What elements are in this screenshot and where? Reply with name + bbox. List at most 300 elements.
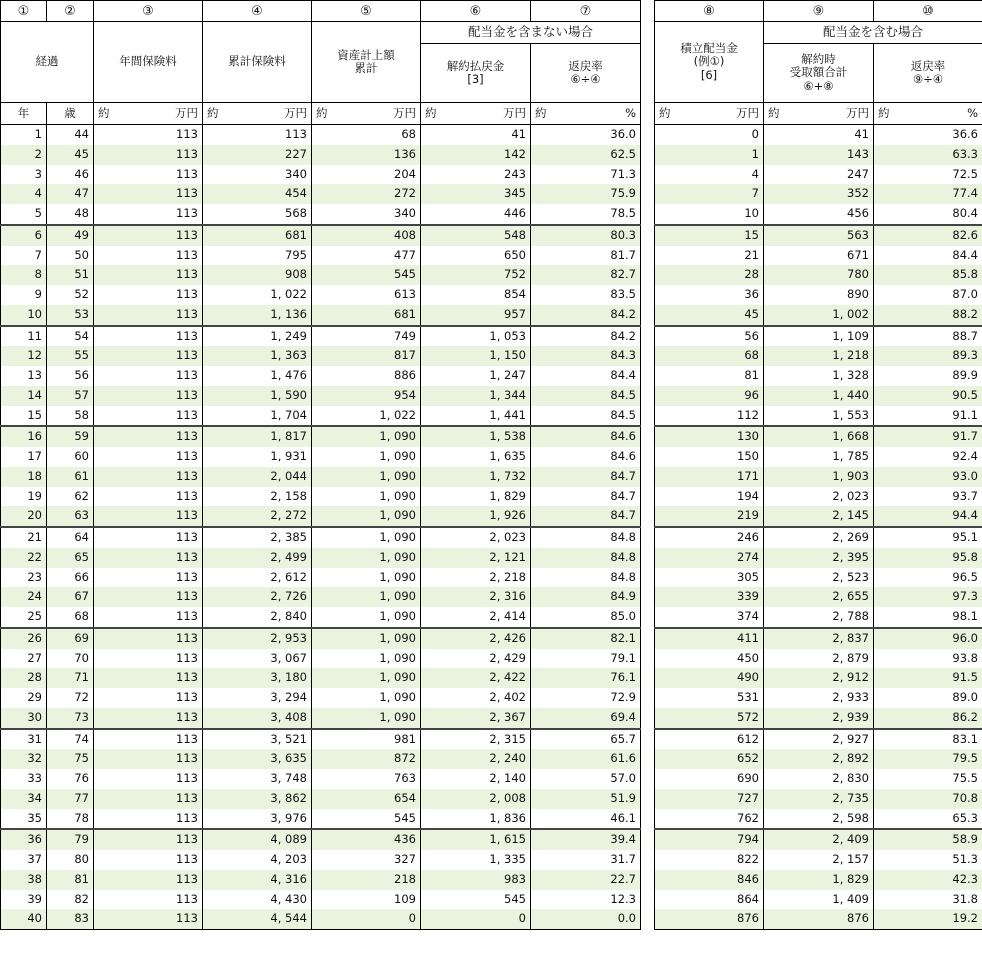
table-row bbox=[1, 789, 641, 809]
table-cell-col7: 84.8 bbox=[531, 527, 641, 548]
table-cell-col2: 82 bbox=[47, 890, 94, 910]
table-cell-col7: 12.3 bbox=[531, 890, 641, 910]
table-cell-col1: 14 bbox=[1, 386, 47, 406]
table-cell-col7: 57.0 bbox=[531, 769, 641, 789]
table-cell-col9: 2, 912 bbox=[764, 668, 874, 688]
table-row bbox=[1, 527, 641, 548]
table-cell-col8: 150 bbox=[655, 447, 764, 467]
table-cell-col9: 2, 927 bbox=[764, 729, 874, 750]
table-cell-col7: 84.2 bbox=[531, 326, 641, 347]
dividend-table bbox=[654, 0, 982, 930]
table-cell-col8: 846 bbox=[655, 870, 764, 890]
table-cell-col7: 84.9 bbox=[531, 587, 641, 607]
table-cell-col8: 864 bbox=[655, 890, 764, 910]
table-cell-col4: 4, 430 bbox=[203, 890, 312, 910]
table-cell-col10: 83.1 bbox=[874, 729, 982, 750]
table-cell-col8: 652 bbox=[655, 749, 764, 769]
table-cell-col5: 817 bbox=[312, 346, 421, 366]
table-cell-col3: 113 bbox=[94, 426, 203, 447]
table-cell-col5: 1, 022 bbox=[312, 406, 421, 427]
table-cell-col3: 113 bbox=[94, 145, 203, 165]
table-cell-col3: 113 bbox=[94, 829, 203, 850]
table-cell-col5: 1, 090 bbox=[312, 527, 421, 548]
table-cell-col10: 91.7 bbox=[874, 426, 982, 447]
table-cell-col8: 822 bbox=[655, 850, 764, 870]
table-cell-col3: 113 bbox=[94, 125, 203, 145]
table-cell-col1: 16 bbox=[1, 426, 47, 447]
table-cell-col5: 545 bbox=[312, 265, 421, 285]
table-cell-col8: 45 bbox=[655, 305, 764, 326]
col-num-8: ⑧ bbox=[655, 1, 764, 22]
table-cell-col8: 450 bbox=[655, 649, 764, 669]
table-row bbox=[1, 447, 641, 467]
header-return-rate-10: 返戻率 ⑨÷④ bbox=[874, 43, 982, 102]
table-cell-col8: 727 bbox=[655, 789, 764, 809]
table-cell-col4: 2, 499 bbox=[203, 548, 312, 568]
table-cell-col6: 1, 344 bbox=[421, 386, 531, 406]
table-cell-col4: 1, 249 bbox=[203, 326, 312, 347]
table-cell-col2: 79 bbox=[47, 829, 94, 850]
table-cell-col7: 31.7 bbox=[531, 850, 641, 870]
table-cell-col1: 30 bbox=[1, 708, 47, 729]
unit-approx: 約 bbox=[207, 105, 219, 120]
table-cell-col9: 2, 023 bbox=[764, 487, 874, 507]
table-row bbox=[1, 145, 641, 165]
table-cell-col3: 113 bbox=[94, 607, 203, 628]
table-cell-col4: 1, 022 bbox=[203, 285, 312, 305]
table-cell-col9: 563 bbox=[764, 225, 874, 246]
table-row bbox=[1, 829, 641, 850]
table-cell-col8: 374 bbox=[655, 607, 764, 628]
table-row bbox=[1, 548, 641, 568]
table-cell-col8: 339 bbox=[655, 587, 764, 607]
table-row bbox=[1, 809, 641, 830]
table-row bbox=[655, 145, 982, 165]
table-cell-col9: 2, 157 bbox=[764, 850, 874, 870]
table-cell-col1: 13 bbox=[1, 366, 47, 386]
table-row bbox=[655, 346, 982, 366]
table-cell-col10: 42.3 bbox=[874, 870, 982, 890]
table-cell-col10: 86.2 bbox=[874, 708, 982, 729]
table-cell-col4: 1, 931 bbox=[203, 447, 312, 467]
table-cell-col6: 2, 218 bbox=[421, 568, 531, 588]
table-cell-col2: 45 bbox=[47, 145, 94, 165]
table-row bbox=[1, 165, 641, 185]
table-cell-col7: 83.5 bbox=[531, 285, 641, 305]
table-cell-col10: 75.5 bbox=[874, 769, 982, 789]
table-cell-col1: 18 bbox=[1, 467, 47, 487]
table-row bbox=[1, 668, 641, 688]
table-cell-col2: 67 bbox=[47, 587, 94, 607]
table-cell-col7: 39.4 bbox=[531, 829, 641, 850]
table-row bbox=[655, 326, 982, 347]
table-cell-col2: 69 bbox=[47, 628, 94, 649]
table-cell-col10: 95.1 bbox=[874, 527, 982, 548]
table-cell-col5: 1, 090 bbox=[312, 628, 421, 649]
table-cell-col10: 88.2 bbox=[874, 305, 982, 326]
table-cell-col6: 545 bbox=[421, 890, 531, 910]
table-row bbox=[655, 426, 982, 447]
table-row bbox=[1, 366, 641, 386]
table-cell-col7: 84.6 bbox=[531, 426, 641, 447]
table-cell-col9: 1, 903 bbox=[764, 467, 874, 487]
table-row bbox=[655, 366, 982, 386]
table-cell-col10: 97.3 bbox=[874, 587, 982, 607]
table-cell-col8: 876 bbox=[655, 909, 764, 929]
table-cell-col9: 1, 328 bbox=[764, 366, 874, 386]
table-row bbox=[655, 688, 982, 708]
table-cell-col4: 1, 704 bbox=[203, 406, 312, 427]
table-row bbox=[655, 527, 982, 548]
table-cell-col7: 84.3 bbox=[531, 346, 641, 366]
table-cell-col6: 2, 426 bbox=[421, 628, 531, 649]
table-row bbox=[655, 607, 982, 628]
table-cell-col10: 91.5 bbox=[874, 668, 982, 688]
table-cell-col7: 84.7 bbox=[531, 467, 641, 487]
table-cell-col7: 61.6 bbox=[531, 749, 641, 769]
table-cell-col3: 113 bbox=[94, 749, 203, 769]
table-cell-col8: 171 bbox=[655, 467, 764, 487]
table-row bbox=[1, 285, 641, 305]
table-cell-col9: 1, 440 bbox=[764, 386, 874, 406]
table-cell-col5: 1, 090 bbox=[312, 548, 421, 568]
table-cell-col5: 749 bbox=[312, 326, 421, 347]
table-cell-col10: 88.7 bbox=[874, 326, 982, 347]
table-row bbox=[1, 386, 641, 406]
unit-man-yen: 万円 bbox=[736, 105, 759, 120]
table-cell-col3: 113 bbox=[94, 890, 203, 910]
table-cell-col3: 113 bbox=[94, 225, 203, 246]
table-cell-col10: 98.1 bbox=[874, 607, 982, 628]
table-cell-col1: 9 bbox=[1, 285, 47, 305]
unit-man-yen: 万円 bbox=[284, 105, 307, 120]
table-cell-col6: 2, 140 bbox=[421, 769, 531, 789]
table-cell-col2: 47 bbox=[47, 184, 94, 204]
table-cell-col9: 1, 829 bbox=[764, 870, 874, 890]
table-row bbox=[655, 668, 982, 688]
table-row bbox=[655, 467, 982, 487]
table-cell-col6: 1, 829 bbox=[421, 487, 531, 507]
table-cell-col10: 89.0 bbox=[874, 688, 982, 708]
table-cell-col4: 2, 272 bbox=[203, 506, 312, 527]
table-row bbox=[1, 587, 641, 607]
unit-percent: % bbox=[625, 105, 636, 120]
table-cell-col8: 0 bbox=[655, 125, 764, 145]
table-cell-col2: 80 bbox=[47, 850, 94, 870]
table-cell-col10: 92.4 bbox=[874, 447, 982, 467]
table-cell-col4: 2, 726 bbox=[203, 587, 312, 607]
table-cell-col1: 25 bbox=[1, 607, 47, 628]
table-row bbox=[1, 749, 641, 769]
table-cell-col3: 113 bbox=[94, 487, 203, 507]
table-cell-col1: 31 bbox=[1, 729, 47, 750]
table-cell-col5: 763 bbox=[312, 769, 421, 789]
table-row bbox=[655, 909, 982, 929]
table-row bbox=[655, 246, 982, 266]
header-return-rate-7: 返戻率 ⑥÷④ bbox=[531, 43, 641, 102]
header-accum-dividend: 積立配当金 (例①) [6] bbox=[655, 22, 764, 103]
table-cell-col2: 81 bbox=[47, 870, 94, 890]
header-no-dividend: 配当金を含まない場合 bbox=[421, 22, 641, 44]
col-num-7: ⑦ bbox=[531, 1, 641, 22]
table-cell-col6: 2, 402 bbox=[421, 688, 531, 708]
table-cell-col3: 113 bbox=[94, 870, 203, 890]
table-cell-col3: 113 bbox=[94, 548, 203, 568]
table-cell-col3: 113 bbox=[94, 467, 203, 487]
table-cell-col3: 113 bbox=[94, 769, 203, 789]
table-cell-col3: 113 bbox=[94, 850, 203, 870]
table-cell-col6: 2, 008 bbox=[421, 789, 531, 809]
table-row bbox=[655, 769, 982, 789]
table-row bbox=[655, 870, 982, 890]
table-cell-col5: 654 bbox=[312, 789, 421, 809]
table-cell-col4: 4, 203 bbox=[203, 850, 312, 870]
table-cell-col7: 84.2 bbox=[531, 305, 641, 326]
table-cell-col5: 886 bbox=[312, 366, 421, 386]
table-cell-col9: 2, 939 bbox=[764, 708, 874, 729]
table-cell-col6: 1, 926 bbox=[421, 506, 531, 527]
table-cell-col5: 272 bbox=[312, 184, 421, 204]
table-cell-col3: 113 bbox=[94, 909, 203, 929]
table-cell-col2: 61 bbox=[47, 467, 94, 487]
table-cell-col5: 1, 090 bbox=[312, 426, 421, 447]
table-cell-col4: 3, 067 bbox=[203, 649, 312, 669]
unit-man-yen: 万円 bbox=[393, 105, 416, 120]
table-cell-col3: 113 bbox=[94, 587, 203, 607]
table-cell-col4: 2, 953 bbox=[203, 628, 312, 649]
table-cell-col6: 983 bbox=[421, 870, 531, 890]
table-cell-col4: 3, 862 bbox=[203, 789, 312, 809]
table-row bbox=[655, 749, 982, 769]
table-cell-col4: 3, 976 bbox=[203, 809, 312, 830]
table-cell-col1: 32 bbox=[1, 749, 47, 769]
table-row bbox=[1, 870, 641, 890]
table-cell-col1: 2 bbox=[1, 145, 47, 165]
table-cell-col9: 2, 830 bbox=[764, 769, 874, 789]
table-cell-col10: 96.5 bbox=[874, 568, 982, 588]
table-cell-col6: 1, 836 bbox=[421, 809, 531, 830]
table-cell-col10: 80.4 bbox=[874, 204, 982, 225]
table-cell-col8: 4 bbox=[655, 165, 764, 185]
table-cell-col2: 66 bbox=[47, 568, 94, 588]
table-row bbox=[1, 265, 641, 285]
unit-col7 bbox=[531, 103, 641, 125]
table-cell-col4: 454 bbox=[203, 184, 312, 204]
table-cell-col3: 113 bbox=[94, 184, 203, 204]
table-cell-col8: 572 bbox=[655, 708, 764, 729]
unit-col4 bbox=[203, 103, 312, 125]
table-cell-col9: 2, 933 bbox=[764, 688, 874, 708]
unit-man-yen: 万円 bbox=[503, 105, 526, 120]
table-cell-col6: 345 bbox=[421, 184, 531, 204]
table-row bbox=[1, 125, 641, 145]
table-row bbox=[655, 447, 982, 467]
table-cell-col1: 5 bbox=[1, 204, 47, 225]
table-cell-col8: 1 bbox=[655, 145, 764, 165]
table-row bbox=[1, 708, 641, 729]
table-row bbox=[1, 305, 641, 326]
col-num-2: ② bbox=[47, 1, 94, 22]
table-cell-col6: 2, 422 bbox=[421, 668, 531, 688]
table-row bbox=[1, 467, 641, 487]
unit-approx: 約 bbox=[425, 105, 437, 120]
table-cell-col4: 3, 635 bbox=[203, 749, 312, 769]
table-cell-col5: 204 bbox=[312, 165, 421, 185]
table-cell-col4: 1, 817 bbox=[203, 426, 312, 447]
table-cell-col6: 1, 247 bbox=[421, 366, 531, 386]
table-cell-col5: 1, 090 bbox=[312, 708, 421, 729]
table-cell-col8: 411 bbox=[655, 628, 764, 649]
table-cell-col6: 1, 635 bbox=[421, 447, 531, 467]
table-row bbox=[655, 165, 982, 185]
table-cell-col10: 31.8 bbox=[874, 890, 982, 910]
table-cell-col1: 17 bbox=[1, 447, 47, 467]
table-cell-col3: 113 bbox=[94, 346, 203, 366]
table-cell-col10: 89.3 bbox=[874, 346, 982, 366]
table-cell-col2: 58 bbox=[47, 406, 94, 427]
table-cell-col9: 2, 395 bbox=[764, 548, 874, 568]
table-cell-col1: 21 bbox=[1, 527, 47, 548]
table-cell-col8: 68 bbox=[655, 346, 764, 366]
table-cell-col4: 340 bbox=[203, 165, 312, 185]
table-cell-col3: 113 bbox=[94, 326, 203, 347]
table-cell-col2: 46 bbox=[47, 165, 94, 185]
table-cell-col6: 854 bbox=[421, 285, 531, 305]
unit-col10 bbox=[874, 103, 982, 125]
table-cell-col1: 38 bbox=[1, 870, 47, 890]
table-cell-col1: 23 bbox=[1, 568, 47, 588]
table-cell-col6: 1, 732 bbox=[421, 467, 531, 487]
table-cell-col5: 1, 090 bbox=[312, 506, 421, 527]
table-cell-col2: 65 bbox=[47, 548, 94, 568]
table-cell-col9: 2, 879 bbox=[764, 649, 874, 669]
table-cell-col2: 73 bbox=[47, 708, 94, 729]
table-cell-col4: 681 bbox=[203, 225, 312, 246]
table-cell-col7: 80.3 bbox=[531, 225, 641, 246]
table-cell-col8: 36 bbox=[655, 285, 764, 305]
table-cell-col8: 219 bbox=[655, 506, 764, 527]
table-cell-col1: 34 bbox=[1, 789, 47, 809]
table-cell-col3: 113 bbox=[94, 265, 203, 285]
table-cell-col9: 1, 785 bbox=[764, 447, 874, 467]
table-cell-col8: 96 bbox=[655, 386, 764, 406]
table-cell-col4: 1, 590 bbox=[203, 386, 312, 406]
table-cell-col7: 46.1 bbox=[531, 809, 641, 830]
table-cell-col6: 1, 150 bbox=[421, 346, 531, 366]
table-cell-col3: 113 bbox=[94, 246, 203, 266]
table-cell-col3: 113 bbox=[94, 708, 203, 729]
main-table-body bbox=[1, 125, 641, 930]
table-cell-col8: 81 bbox=[655, 366, 764, 386]
table-row bbox=[1, 628, 641, 649]
table-cell-col8: 490 bbox=[655, 668, 764, 688]
table-cell-col1: 27 bbox=[1, 649, 47, 669]
table-cell-col10: 85.8 bbox=[874, 265, 982, 285]
unit-percent: % bbox=[967, 105, 978, 120]
table-cell-col2: 55 bbox=[47, 346, 94, 366]
table-cell-col5: 68 bbox=[312, 125, 421, 145]
table-cell-col1: 12 bbox=[1, 346, 47, 366]
table-cell-col7: 82.7 bbox=[531, 265, 641, 285]
table-cell-col3: 113 bbox=[94, 285, 203, 305]
table-cell-col7: 84.4 bbox=[531, 366, 641, 386]
table-row bbox=[1, 406, 641, 427]
table-cell-col9: 2, 269 bbox=[764, 527, 874, 548]
table-cell-col6: 650 bbox=[421, 246, 531, 266]
table-row bbox=[1, 729, 641, 750]
table-cell-col2: 50 bbox=[47, 246, 94, 266]
table-cell-col2: 64 bbox=[47, 527, 94, 548]
table-cell-col1: 40 bbox=[1, 909, 47, 929]
table-cell-col5: 1, 090 bbox=[312, 447, 421, 467]
col-num-1: ① bbox=[1, 1, 47, 22]
table-cell-col4: 568 bbox=[203, 204, 312, 225]
table-cell-col5: 613 bbox=[312, 285, 421, 305]
table-cell-col10: 90.5 bbox=[874, 386, 982, 406]
table-cell-col9: 2, 788 bbox=[764, 607, 874, 628]
table-row bbox=[655, 587, 982, 607]
table-cell-col8: 794 bbox=[655, 829, 764, 850]
header-with-dividend: 配当金を含む場合 bbox=[764, 22, 982, 44]
table-cell-col1: 19 bbox=[1, 487, 47, 507]
unit-col3 bbox=[94, 103, 203, 125]
table-cell-col2: 77 bbox=[47, 789, 94, 809]
table-cell-col1: 29 bbox=[1, 688, 47, 708]
table-cell-col1: 26 bbox=[1, 628, 47, 649]
table-cell-col7: 36.0 bbox=[531, 125, 641, 145]
table-cell-col8: 7 bbox=[655, 184, 764, 204]
table-cell-col2: 48 bbox=[47, 204, 94, 225]
table-cell-col6: 1, 538 bbox=[421, 426, 531, 447]
table-cell-col7: 51.9 bbox=[531, 789, 641, 809]
table-cell-col1: 35 bbox=[1, 809, 47, 830]
table-row bbox=[655, 506, 982, 527]
col-num-10: ⑩ bbox=[874, 1, 982, 22]
table-row bbox=[1, 346, 641, 366]
table-row bbox=[655, 789, 982, 809]
table-row bbox=[1, 326, 641, 347]
table-row bbox=[655, 204, 982, 225]
table-cell-col2: 49 bbox=[47, 225, 94, 246]
table-cell-col2: 72 bbox=[47, 688, 94, 708]
table-cell-col3: 113 bbox=[94, 688, 203, 708]
table-cell-col1: 37 bbox=[1, 850, 47, 870]
table-row bbox=[1, 184, 641, 204]
table-cell-col9: 143 bbox=[764, 145, 874, 165]
table-cell-col10: 72.5 bbox=[874, 165, 982, 185]
table-cell-col5: 1, 090 bbox=[312, 688, 421, 708]
table-cell-col3: 113 bbox=[94, 386, 203, 406]
table-cell-col4: 3, 294 bbox=[203, 688, 312, 708]
table-cell-col10: 89.9 bbox=[874, 366, 982, 386]
table-cell-col10: 84.4 bbox=[874, 246, 982, 266]
table-row bbox=[655, 406, 982, 427]
table-row bbox=[1, 487, 641, 507]
table-cell-col9: 456 bbox=[764, 204, 874, 225]
table-row bbox=[1, 769, 641, 789]
table-row bbox=[655, 850, 982, 870]
table-row bbox=[1, 890, 641, 910]
table-cell-col4: 1, 476 bbox=[203, 366, 312, 386]
table-cell-col3: 113 bbox=[94, 729, 203, 750]
table-cell-col6: 1, 441 bbox=[421, 406, 531, 427]
table-cell-col9: 2, 892 bbox=[764, 749, 874, 769]
col-num-3: ③ bbox=[94, 1, 203, 22]
table-cell-col3: 113 bbox=[94, 649, 203, 669]
table-cell-col8: 531 bbox=[655, 688, 764, 708]
table-cell-col7: 65.7 bbox=[531, 729, 641, 750]
table-cell-col4: 1, 363 bbox=[203, 346, 312, 366]
